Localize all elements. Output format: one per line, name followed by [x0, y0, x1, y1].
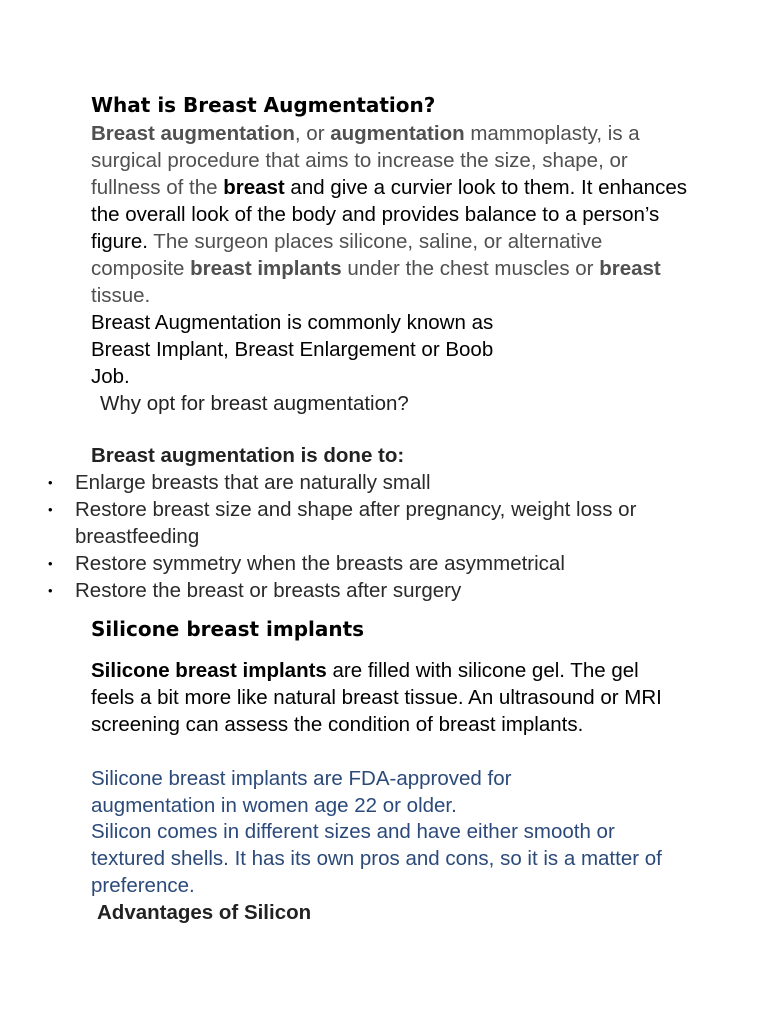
advantages-heading: Advantages of Silicon — [97, 901, 312, 924]
sizes-paragraph: Silicon comes in different sizes and have either smooth or textured shells. It has its own pros and cons, so it is a matter of preference. — [91, 820, 662, 897]
bullet-icon: • — [48, 475, 53, 490]
bullet-icon: • — [48, 556, 53, 571]
bold-term: Breast augmentation — [91, 122, 295, 145]
text-run: , or — [294, 122, 331, 145]
bold-term: breast — [599, 257, 661, 280]
intro-paragraph — [91, 120, 691, 309]
list-heading: Breast augmentation is done to: — [91, 444, 405, 467]
silicone-paragraph — [91, 657, 676, 738]
list-item-text: Restore the breast or breasts after surgery — [75, 579, 462, 602]
list-item — [0, 550, 720, 577]
text-run: are filled with silicone gel. The gel feels a bit more like natural breast tissue. An ultrasound or MRI screening can assess the condition of breast implants. — [91, 659, 662, 736]
bold-term: Silicone breast implants — [91, 659, 327, 682]
list-item-text: Enlarge breasts that are naturally small — [75, 471, 431, 494]
bold-term: breast — [223, 176, 285, 199]
text-run: and give a curvier look to them. It enhances the overall look of the body and provides balance to a person’s figure. — [91, 176, 687, 253]
text-run: under the chest muscles or — [341, 257, 600, 280]
reasons-list — [0, 469, 720, 604]
bold-term: augmentation — [330, 122, 465, 145]
list-item — [0, 496, 675, 550]
text-run: mammoplasty, is a surgical procedure that aims to increase the size, shape, or fullness of the — [91, 122, 640, 199]
fda-paragraph: Silicone breast implants are FDA-approved for augmentation in women age 22 or older. — [91, 767, 512, 817]
also-known-paragraph: Breast Augmentation is commonly known as Breast Implant, Breast Enlargement or Boob Job. — [91, 311, 494, 388]
list-item — [0, 577, 720, 604]
text-run: The surgeon places silicone, saline, or alternative composite — [91, 230, 603, 280]
why-question: Why opt for breast augmentation? — [100, 392, 409, 415]
list-item-text: Restore breast size and shape after pregnancy, weight loss or breastfeeding — [75, 498, 637, 548]
text-run: tissue. — [91, 284, 151, 307]
list-item-text: Restore symmetry when the breasts are asymmetrical — [75, 552, 565, 575]
section-heading: What is Breast Augmentation? — [91, 93, 436, 117]
bullet-icon: • — [48, 502, 53, 517]
bullet-icon: • — [48, 583, 53, 598]
list-item — [0, 469, 720, 496]
silicone-heading: Silicone breast implants — [91, 617, 365, 641]
bold-term: breast implants — [190, 257, 342, 280]
